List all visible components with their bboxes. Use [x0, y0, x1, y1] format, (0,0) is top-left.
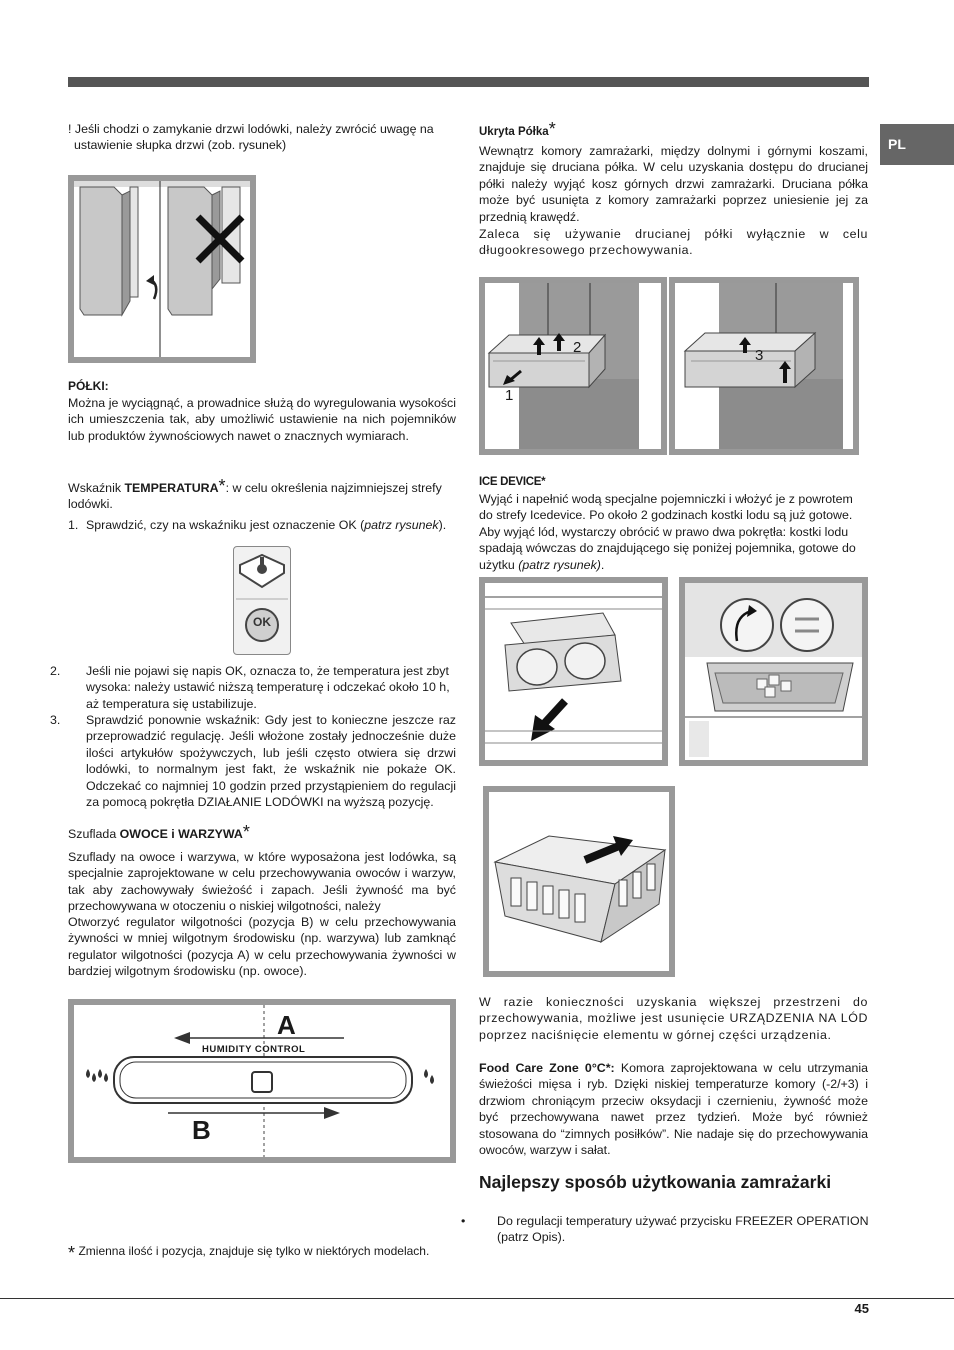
temperature-indicator-figure	[233, 546, 291, 655]
step-1-label: 1	[505, 387, 514, 404]
door-note-text: ! Jeśli chodzi o zamykanie drzwi lodówki, należy zwrócić uwagę na ustawienie słupka drzwi (zob. rysunek)	[68, 122, 434, 153]
door-note	[68, 121, 458, 154]
footer-rule	[0, 1298, 954, 1299]
drawer-text: Szuflady na owoce i warzywa, w które wyposażona jest lodówka, są specjalnie zaprojektowane w celu przechowywania owoców i warzyw, tak aby zachowywały świeżość i zapach. Jeśli żywność ma być przechowywana w otoczeniu o niskiej wilgotności, należy	[68, 850, 456, 914]
drawer-text-2: Otworzyć regulator wilgotności (pozycja B) w celu przechowywania żywności w mniej wilgotnym środowisku (np. warzywa) lub zamknąć regulator wilgotności (pozycja A) w celu przechowywania żywności w bardziej wilgotnym środowisku (np. owoce).	[68, 915, 456, 979]
shelf-figure-1	[479, 277, 667, 455]
language-tab: PL	[880, 124, 954, 165]
footnote	[68, 1243, 468, 1261]
temp-prefix: Wskaźnik	[68, 481, 125, 495]
list-text: Sprawdzić ponownie wskaźnik: Gdy jest to konieczne jeszcze raz przeprowadzić regulację. Jeśli włożone zostały jednocześnie duże ilości artykułów spożywczych, lub jeśli często otwiera się drzwi lodówki, to normalnym jest fakt, że wskaźnik nie pokaże OK. Odczekać co najmniej 10 godzin przed przystąpieniem do regulacji za pomocą pokrętła DZIAŁANIE LODÓWKI na wyższą pozycję.	[86, 713, 456, 810]
drawer-title	[68, 822, 456, 842]
temp-list-item-3	[50, 712, 456, 810]
ice-italic: (patrz rysunek)	[518, 557, 601, 572]
list-num: 1.	[68, 518, 79, 532]
hidden-shelf-star: *	[548, 119, 556, 139]
shelves-title: PÓŁKI:	[68, 379, 109, 393]
list-tail: ).	[438, 518, 447, 532]
footnote-text: Zmienna ilość i pozycja, znajduje się tylko w niektórych modelach.	[78, 1244, 430, 1258]
drawer-bold: OWOCE i WARZYWA	[119, 827, 243, 841]
temp-bold: TEMPERATURA	[124, 481, 219, 495]
hidden-shelf-title-text: Ukryta Półka	[479, 126, 549, 138]
step-3-label: 3	[755, 347, 764, 364]
ok-label: OK	[253, 615, 271, 629]
drawer-star: *	[242, 822, 250, 842]
ice-text: Wyjąć i napełnić wodą specjalne pojemniczki i włożyć je z powrotem do strefy Icedevice. Po około 2 godzinach kostki lodu są już gotowe. Aby wyjąć lód, wystarczy obrócić w prawo dwa pokrętła: kostki lodu spadają wówczas do znajdującego się poniżej pojemnika, gotowe do użytku	[479, 492, 856, 572]
ice-figure-3	[483, 786, 675, 977]
foodcare-bold: Food Care Zone 0°C*:	[479, 1061, 615, 1075]
temp-list-item-2	[50, 663, 456, 712]
position-a-label: A	[277, 1010, 296, 1040]
door-post-figure	[68, 175, 256, 363]
foodcare-body: Komora zaprojektowana w celu utrzymania świeżości mięsa i ryb. Dzięki niskiej temperaturze komory (-2/+3) i drzwiom chroniącym przeciw oksydacji i czernieniu, żywność może być przechowywana nawet przez tydzień. Może być również stosowana do “zimnych posiłków”. Nie nadaje się do przechowywania owoców, warzyw i sałat.	[479, 1061, 868, 1158]
ice-removal-text: W razie konieczności uzyskania większej przestrzeni do przechowywania, możliwe jest usunięcie URZĄDZENIA NA LÓD poprzez naciśnięcie elementu w górnej części urządzenia.	[479, 995, 868, 1042]
temp-list-item-1	[68, 517, 456, 533]
hidden-shelf-text: Wewnątrz komory zamrażarki, między dolnymi i górnymi koszami, znajduje się druciana półka. W celu uzyskania dostępu do drucianej półki należy wyjąć kosz górnych drzwi zamrażarki. Druciana półka może być usunięta z komory zamrażarki poprzez uniesienie jej za przednią krawędź.	[479, 144, 868, 224]
header-bar	[68, 77, 869, 87]
shelf-illustration-1	[485, 283, 661, 449]
list-num: 3.	[50, 713, 61, 727]
foodcare-text	[479, 1060, 868, 1158]
list-text: Sprawdzić, czy na wskaźniku jest oznaczenie OK (	[86, 518, 365, 532]
temperature-intro	[68, 476, 456, 513]
drawer-prefix: Szuflada	[68, 827, 120, 841]
ice-device-title: ICE DEVICE*	[479, 476, 546, 488]
temp-suffix: : w celu określenia najzimniejszej strefy lodówki.	[68, 481, 442, 512]
ice-illustration-1	[485, 583, 662, 760]
shelf-illustration-2	[675, 283, 853, 449]
position-b-label: B	[192, 1115, 211, 1145]
temp-star: *	[218, 476, 226, 496]
ice-illustration-3	[489, 792, 669, 971]
shelf-figure-2	[669, 277, 859, 455]
humidity-control-label: HUMIDITY CONTROL	[202, 1044, 306, 1055]
freezer-heading: Najlepszy sposób użytkowania zamrażarki	[479, 1172, 832, 1192]
step-2-label: 2	[573, 339, 582, 356]
ice-figure-1	[479, 577, 668, 766]
page-number: 45	[854, 1301, 869, 1316]
hidden-shelf-title	[479, 119, 869, 140]
hidden-shelf-text-2: Zaleca się używanie drucianej półki wyłącznie w celu długookresowego przechowywania.	[479, 227, 868, 258]
door-post-illustration	[74, 181, 250, 357]
humidity-control-figure	[68, 999, 456, 1163]
ice-tail: .	[600, 557, 605, 572]
freezer-list-item	[461, 1213, 871, 1246]
freezer-item-text: Do regulacji temperatury używać przycisku FREEZER OPERATION (patrz Opis).	[497, 1214, 869, 1245]
bullet: •	[461, 1214, 466, 1228]
footnote-star: *	[68, 1243, 76, 1263]
ice-device-text	[479, 491, 868, 573]
temperature-indicator-icon	[234, 547, 290, 654]
ice-figure-2	[679, 577, 868, 766]
list-italic: patrz rysunek	[364, 518, 439, 532]
humidity-control-illustration	[74, 1005, 450, 1157]
list-num: 2.	[50, 664, 61, 678]
shelves-text: Można je wyciągnąć, a prowadnice służą do wyregulowania wysokości ich umieszczenia tak, aby umożliwić ustawienie na nich pojemników lub produktów żywnościowych nawet o znacznych wymiarach.	[68, 396, 456, 443]
ice-illustration-2	[685, 583, 862, 760]
list-text: Jeśli nie pojawi się napis OK, oznacza to, że temperatura jest zbyt wysoka: należy ustawić niższą temperaturę i odczekać około 10 h, aż temperatura się ustabilizuje.	[86, 664, 450, 711]
